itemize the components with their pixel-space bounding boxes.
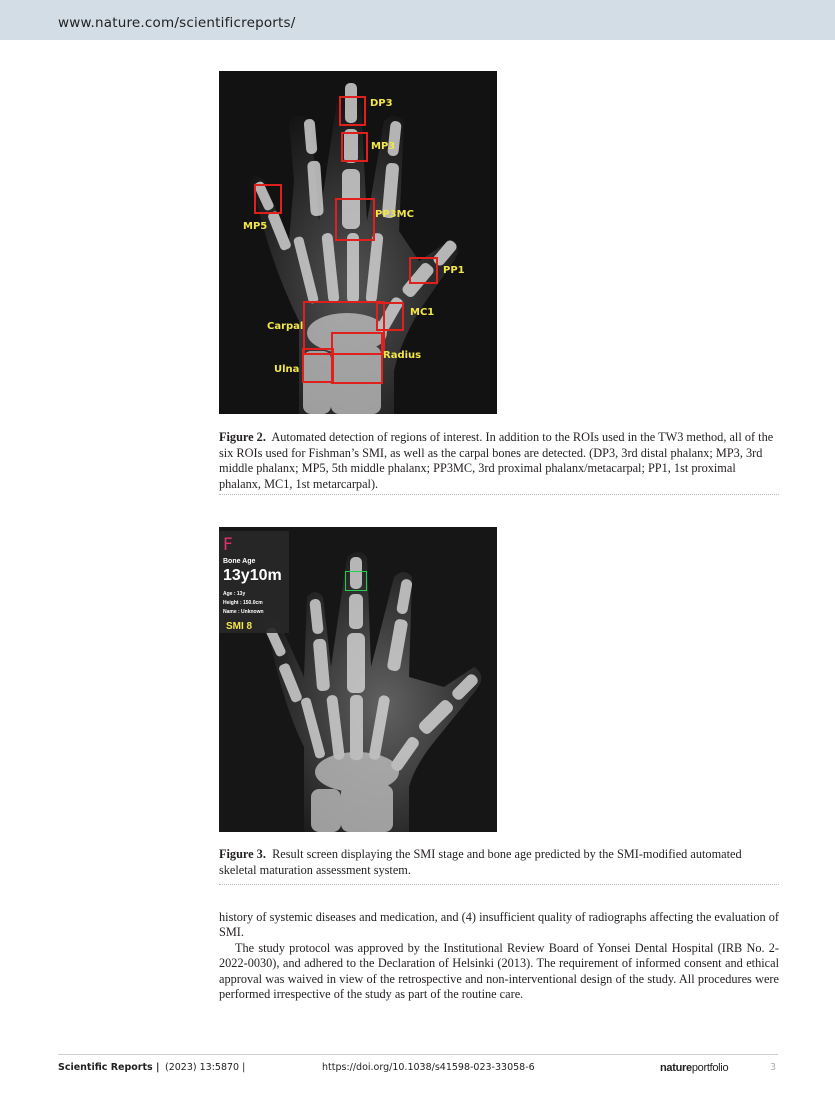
roi-box-dp3 (339, 96, 366, 126)
body-paragraph-2: The study protocol was approved by the Institutional Review Board of Yonsei Dental Hospital (IRB No. 2-2022-0030), and adhered to the Declaration of Helsinki (2013). The requirement of informed consent and ethical approval was waived in view of the retrospective and non-interventional design of the study. All procedures were performed irrespective of the study as part of the routine care. (219, 940, 779, 1002)
roi-label-carpal: Carpal (267, 321, 304, 332)
brand-rest: portfolio (691, 1062, 729, 1074)
footer-divider (58, 1054, 778, 1055)
roi-label-mp3: MP3 (371, 141, 396, 152)
bone-age-value: 13y10m (223, 567, 282, 584)
roi-box-mp3 (341, 132, 368, 162)
roi-box-pp1 (409, 257, 438, 284)
figure-3-caption (219, 847, 779, 878)
roi-label-dp3: DP3 (370, 98, 393, 109)
roi-label-ulna: Ulna (274, 364, 300, 375)
figure-2-divider (219, 494, 779, 495)
figure-3-divider (219, 884, 779, 885)
nature-portfolio-logo (660, 1062, 728, 1074)
roi-label-mp5: MP5 (243, 221, 268, 232)
figure-3-caption-text: Result screen displaying the SMI stage and bone age predicted by the SMI-modified automated skeletal maturation assessment system. (219, 847, 742, 877)
height-field: Height : 150.0cm (223, 600, 263, 606)
figure-2-caption-label: Figure 2. (219, 430, 266, 444)
figure-2-caption-text: Automated detection of regions of interest. In addition to the ROIs used in the TW3 method, all of the six ROIs used for Fishman’s SMI, as well as the carpal bones are detected. (DP3, 3rd distal phalanx; MP3, 3rd middle phalanx; MP5, 5th middle phalanx; PP3MC, 3rd proximal phalanx/metacarpal; PP1, 1st proximal phalanx, MC1, 1st metarcarpal). (219, 430, 774, 491)
name-field: Name : Unknown (223, 609, 264, 615)
body-text (219, 910, 779, 1002)
bone-age-label: Bone Age (223, 558, 256, 565)
site-url[interactable]: www.nature.com/scientificreports/ (58, 15, 296, 31)
figure-2-radiograph (219, 71, 497, 414)
roi-label-pp1: PP1 (443, 265, 465, 276)
footer-citation: (2023) 13:5870 | (165, 1062, 246, 1073)
figure-3-radiograph (219, 527, 497, 832)
roi-label-pp3mc: PP3MC (375, 209, 414, 220)
figure-3-caption-label: Figure 3. (219, 847, 266, 861)
roi-box-mp5 (254, 184, 282, 214)
footer-doi-link[interactable]: https://doi.org/10.1038/s41598-023-33058-6 (322, 1062, 535, 1073)
roi-box-pp3mc (335, 198, 375, 241)
smi-stage: SMI 8 (226, 621, 253, 632)
roi-label-mc1: MC1 (410, 307, 435, 318)
roi-box-ulna (302, 348, 334, 383)
brand-bold: nature (660, 1062, 692, 1074)
roi-box-radius (331, 332, 383, 384)
body-paragraph-1: history of systemic diseases and medication, and (4) insufficient quality of radiographs affecting the evaluation of SMI. (219, 910, 779, 940)
site-header-bar (0, 0, 835, 40)
footer-journal: Scientific Reports | (58, 1062, 160, 1073)
result-panel (219, 531, 289, 633)
page-number: 3 (770, 1062, 777, 1073)
age-field: Age : 13y (223, 591, 246, 597)
result-roi-box (345, 571, 367, 591)
roi-label-radius: Radius (383, 350, 422, 361)
sex-marker: F (223, 535, 233, 555)
figure-2-caption (219, 430, 779, 492)
